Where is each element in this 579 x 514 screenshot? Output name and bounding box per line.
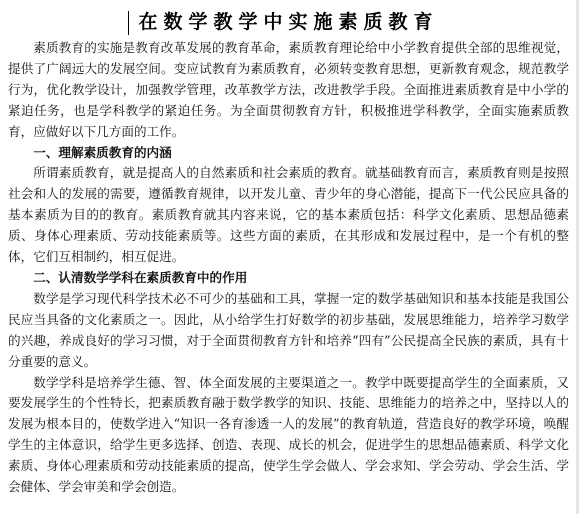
title-row xyxy=(8,4,569,38)
document-title[interactable]: 在数学教学中实施素质教育 xyxy=(138,11,439,33)
section-heading-1[interactable]: 一、理解素质教育的内涵 xyxy=(33,144,172,160)
paragraph-math-foundation[interactable]: 数学是学习现代科学技术必不可少的基础和工具，掌握一定的数学基础知识和基本技能是我国公民应当具备的文化素质之一。因此，从小给学生打好数学的初步基础，发展思维能力，培养学习数学的兴趣，养成良好的学习习惯，对于全面贯彻教育方针和培养“四有”公民提高全民族的素质，具有十分重要的意义。 xyxy=(8,290,569,369)
section-heading-2[interactable]: 二、认清数学学科在素质教育中的作用 xyxy=(33,269,248,285)
text-cursor xyxy=(128,11,129,35)
paragraph-quality-education[interactable]: 所谓素质教育，就是提高人的自然素质和社会素质的教育。就基础教育而言，素质教育则是按照社会和人的发展的需要，遵循教育规律，以开发儿童、青少年的身心潜能，提高下一代公民应具备的基本素质为目的的教育。素质教育就其内容来说，它的基本素质包括：科学文化素质、思想品德素质、身体心理素质、劳动技能素质等。这些方面的素质，在其形成和发展过程中，是一个有机的整体，它们互相制约，相互促进。 xyxy=(8,165,569,265)
document-body[interactable] xyxy=(8,38,569,498)
paragraph-math-channel[interactable]: 数学学科是培养学生德、智、体全面发展的主要渠道之一。教学中既要提高学生的全面素质，又要发展学生的个性特长，把素质教育融于数学教学的知识、技能、思维能力的培养之中，坚持以人的发展为根本目的，使数学进入“知识一各育渗透一人的发展”的教育轨道，营造良好的教学环境，唤醒学生的主体意识，给学生更多选择、创造、表现、成长的机会，促进学生的思想品德素质、科学文化素质、身体心理素质和劳动技能素质的提高，使学生学会做人、学会求知、学会劳动、学会生活、学会健体、学会审美和学会创造。 xyxy=(8,374,569,495)
paragraph-intro[interactable]: 素质教育的实施是教育改革发展的教育革命，素质教育理论给中小学教育提供全部的思维视觉，提供了广阔远大的发展空间。变应试教育为素质教育，必须转变教育思想，更新教育观念，规范教学行为，优化教学设计，加强教学管理，改革教学方法，改进教学手段。全面推进素质教育是中小学的紧迫任务，也是学科教学的紧迫任务。为全面贯彻教育方针，积极推进学科教学，全面实施素质教育，应做好以下几方面的工作。 xyxy=(8,40,569,139)
